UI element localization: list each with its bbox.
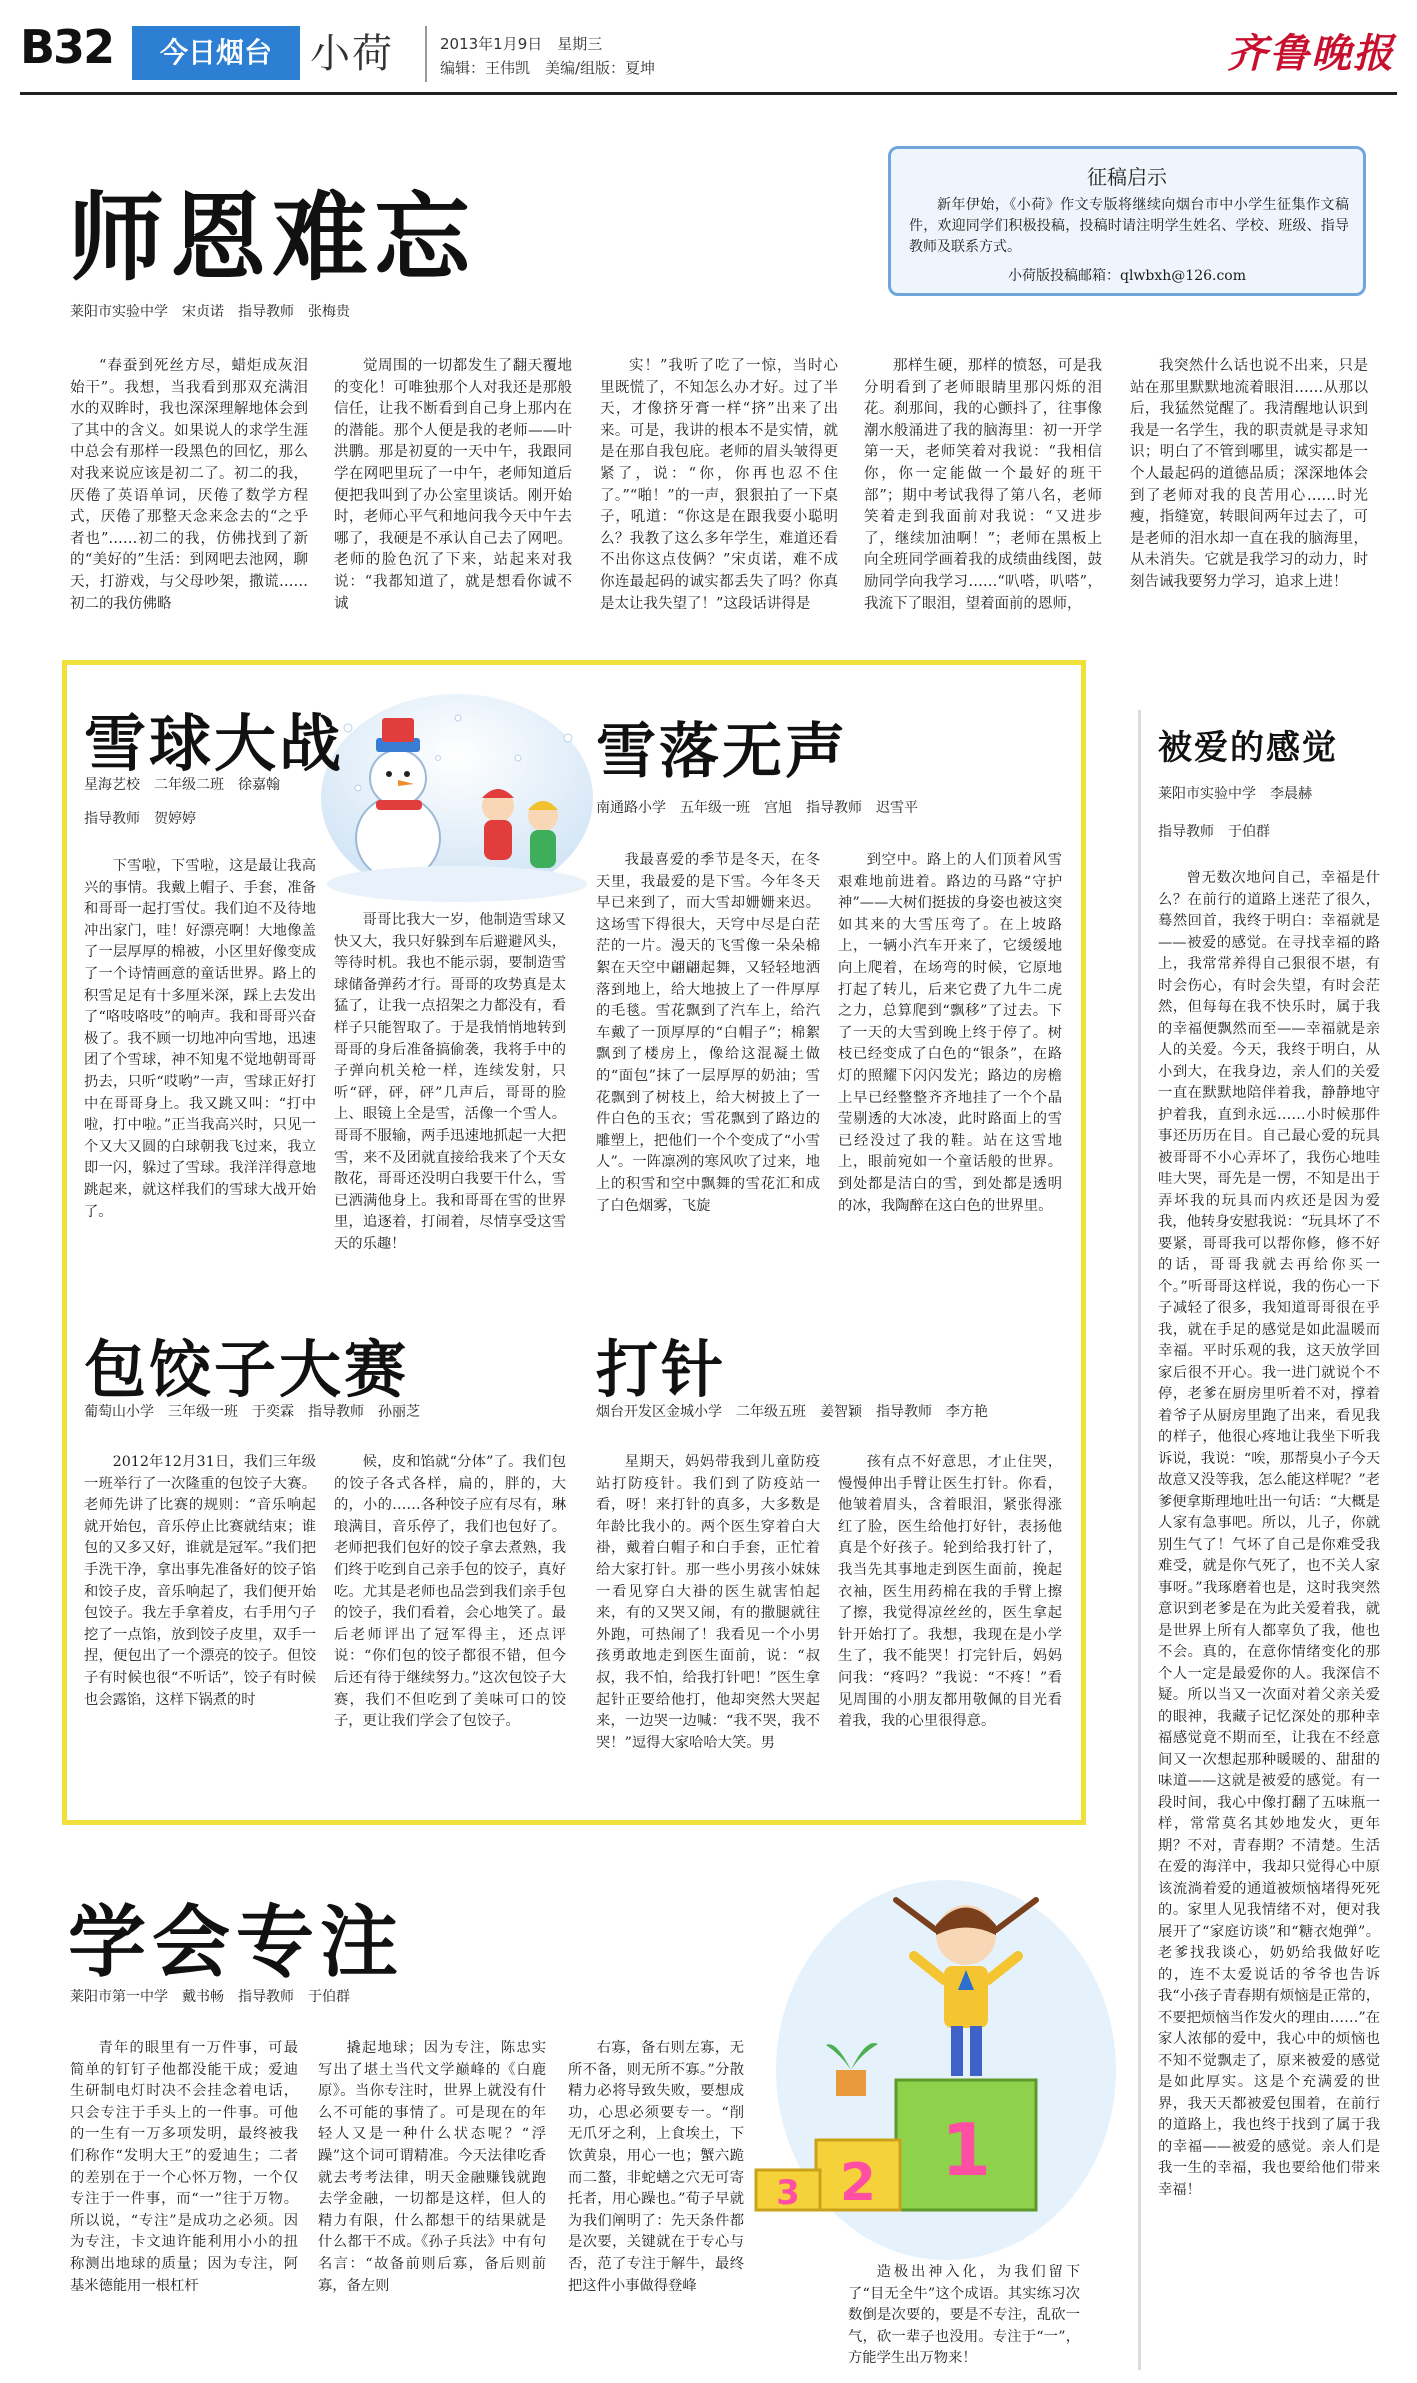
issue-meta — [440, 32, 655, 80]
byline-author: 姜智颖 — [820, 1404, 862, 1420]
section-name: 小荷 — [310, 31, 394, 77]
podium-number-1: 1 — [940, 2108, 992, 2192]
page-header — [0, 0, 1417, 96]
byline-teacher: 贺婷婷 — [154, 811, 196, 827]
byline-author: 徐嘉翰 — [238, 777, 280, 793]
byline-class: 五年级一班 — [680, 800, 750, 816]
notice-email: 小荷版投稿邮箱：qlwbxh@126.com — [1007, 268, 1246, 284]
byline-teacher-label: 指导教师 — [238, 1989, 294, 2005]
byline-author: 宫旭 — [764, 800, 792, 816]
byline-teacher: 张梅贵 — [308, 304, 350, 320]
byline-school: 南通路小学 — [596, 800, 666, 816]
article-headline-xuehui-zhuanzhu: 学会专注 — [68, 1898, 405, 1988]
byline-school: 莱阳市实验中学 — [1158, 786, 1256, 802]
snowman-children-illustration — [318, 688, 596, 906]
article-column: 我突然什么话也说不出来，只是站在那里默默地流着眼泪……从那以后，我猛然觉醒了。我清醒地认识到我是一名学生，我的职责就是寻求知识；明白了不管到哪里，诚实都是一个人最起码的道德品质；深深地体会到了老师对我的良苦用心……时光瘦，指缝宽，转眼间两年过去了，可是老师的泪水却一直在我的脑海里，从未消失。它就是我学习的动力，时刻告诫我要努力学习，追求上进！ — [1130, 358, 1368, 590]
article-headline-xueluo-wusheng: 雪落无声 — [596, 717, 848, 787]
article-column: 孩有点不好意思，才止住哭，慢慢伸出手臂让医生打针。你看，他皱着眉头，含着眼泪，紧张得涨红了脸，医生给他打好针，表扬他真是个好孩子。轮到给我打针了，我当先其事地走到医生面前，挽起衣袖，医生用药棉在我的手臂上擦了擦，我觉得凉丝丝的，医生拿起针开始打了。我想，我现在是小学生了，我不能哭！打完针后，妈妈问我：“疼吗？”我说：“不疼！”看见周围的小朋友都用敬佩的目光看着我，我的心里很得意。 — [838, 1454, 1062, 1730]
notice-body: 新年伊始，《小荷》作文专版将继续向烟台市中小学生征集作文稿件，欢迎同学们积极投稿，投稿时请注明学生姓名、学校、班级、指导教师及联系方式。 — [909, 197, 1349, 255]
article-column: 青年的眼里有一万件事，可最简单的钉钉子他都没能干成；爱迪生研制电灯时决不会挂念着电话，只会专注于手头上的一件事。可他的一生有一万多项发明，最终被我们称作“发明大王”的爱迪生；二者的差别在于一个心怀万物，一个仅专注于一件事，而“一”往于万物。所以说，“专注”是成功之必须。因为专注，卡文迪许能利用小小的扭称测出地球的质量；因为专注，阿基米德能用一根杠杆 — [70, 2040, 298, 2294]
article-column: “春蚕到死丝方尽，蜡炬成灰泪始干”。我想，当我看到那双充满泪水的双眸时，我也深深理解地体会到了其中的含义。如果说人的求学生涯中总会有那样一段黑色的回忆，那么对我来说应该是初二了。初二的我，厌倦了英语单词，厌倦了数学方程式，厌倦了那整天念来念去的“之乎者也”……初二的我，仿佛找到了新的“美好的”生活：到网吧去池网，聊天，打游戏，与父母吵架，撒谎……初二的我仿佛略 — [70, 358, 308, 612]
article-column: 觉周围的一切都发生了翻天覆地的变化！可唯独那个人对我还是那般信任，让我不断看到自己身上那内在的潜能。那个人便是我的老师——叶洪鹏。那是初夏的一天中午，我跟同学在网吧里玩了一中午，老师知道后便把我叫到了办公室里谈话。刚开始时，老师心平气和地问我今天中午去哪了，我硬是不承认自己去了网吧。老师的脸色沉了下来，站起来对我说：“我都知道了，就是想看你诚不诚 — [334, 358, 572, 612]
article-headline-xueqiu-dazhan: 雪球大战 — [84, 707, 345, 780]
issue-date: 2013年1月9日 星期三 — [440, 35, 603, 53]
byline-class: 二年级二班 — [154, 777, 224, 793]
article-column: 哥哥比我大一岁，他制造雪球又快又大，我只好躲到车后避避风头，等待时机。我也不能示弱，要制造雪球储备弹药才行。哥哥的攻势真是太猛了，让我一点招架之力都没有，看样子只能智取了。于是我悄悄地转到哥哥的身后准备搞偷袭，我将手中的子弹向机关枪一样，连续发射，只听“砰，砰，砰”几声后，哥哥的脸上、眼镜上全是雪，活像一个雪人。哥哥不服输，两手迅速地抓起一大把雪，来不及团就直接给我来了个天女散花，哥哥还没明白我要干什么，雪已洒满他身上。我和哥哥在雪的世界里，追逐着，打闹着，尽情享受这雪天的乐趣！ — [334, 912, 566, 1252]
byline-author: 于奕霖 — [252, 1404, 294, 1420]
byline-school: 莱阳市实验中学 — [70, 304, 168, 320]
article-column: 到空中。路上的人们顶着风雪艰难地前进着。路边的马路“守护神”——大树们挺拔的身姿也被这突如其来的大雪压弯了。在上坡路上，一辆小汽车开来了，它缓缓地向上爬着，在场弯的时候，它原地打起了转儿，后来它费了九牛二虎之力，总算爬到“飘移”了过去。下了一天的大雪到晚上终于停了。树枝已经变成了白色的“银条”，在路灯的照耀下闪闪发光；路边的房檐上早已经整整齐齐地挂了一个个晶莹剔透的大冰凌，此时路面上的雪已经没过了我的鞋。站在这雪地上，眼前宛如一个童话般的世界。到处都是洁白的雪，到处都是透明的冰，我陶醉在这白色的世界里。 — [838, 852, 1062, 1214]
byline-teacher: 于伯群 — [308, 1989, 350, 2005]
byline-teacher: 李方艳 — [946, 1404, 988, 1420]
article-column: 下雪啦，下雪啦，这是最让我高兴的事情。我戴上帽子、手套，准备和哥哥一起打雪仗。我们迫不及待地冲出家门，哇！好漂亮啊！大地像盖了一层厚厚的棉被，小区里好像变成了一个诗情画意的童话世界。路上的积雪足足有十多厘米深，踩上去发出了“咯吱咯吱”的响声。我和哥哥兴奋极了。我不顾一切地冲向雪地，迅速团了个雪球，神不知鬼不觉地朝哥哥扔去，只听“哎哟”一声，雪球正好打中在哥哥身上。我又跳又叫：“打中啦，打中啦。”正当我高兴时，只见一个又大又圆的白球朝我飞过来，我立即一闪，躲过了雪球。我洋洋得意地跳起来，就这样我们的雪球大战开始了。 — [84, 858, 316, 1220]
byline-author: 戴书畅 — [182, 1989, 224, 2005]
article-headline-bao-jiaozi-dasai: 包饺子大赛 — [84, 1333, 410, 1406]
article-column: 我最喜爱的季节是冬天，在冬天里，我最爱的是下雪。今年冬天早已来到了，而大雪却姗姗来迟。这场雪下得很大，天穹中尽是白茫茫的一片。漫天的飞雪像一朵朵棉絮在天空中翩翩起舞，又轻轻地洒落到地上，给大地披上了一件厚厚的毛毯。雪花飘到了汽车上，给汽车戴了一顶厚厚的“白帽子”；棉絮飘到了楼房上，像给这混凝土做的“面包”抹了一层厚厚的奶油；雪花飘到了树枝上，给大树披上了一件白色的玉衣；雪花飘到了路边的雕塑上，把他们一个个变成了“小雪人”。一阵凛冽的寒风吹了过来，地上的积雪和空中飘舞的雪花汇和成了白色烟雾，飞旋 — [596, 852, 820, 1214]
article-column: 星期天，妈妈带我到儿童防疫站打防疫针。我们到了防疫站一看，呀！来打针的真多，大多数是年龄比我小的。两个医生穿着白大褂，戴着白帽子和白手套，正忙着给大家打针。那一些小男孩小妹妹一看见穿白大褂的医生就害怕起来，有的又哭又闹，有的撒腿就往外跑，可热闹了！我看见一个小男孩勇敢地走到医生面前，说：“叔叔，我不怕，给我打针吧！”医生拿起针正要给他打，他却突然大哭起来，一边哭一边喊：“我不哭，我不哭！”逗得大家哈哈大笑。男 — [596, 1454, 820, 1751]
header-rule — [20, 92, 1397, 95]
article-byline-teacher — [84, 807, 210, 831]
byline-teacher: 迟雪平 — [876, 800, 918, 816]
page-number: B32 — [20, 20, 114, 74]
newspaper-brand: 齐鲁晚报 — [1227, 30, 1395, 77]
podium-number-3: 3 — [776, 2173, 800, 2213]
article-byline — [596, 796, 932, 820]
article-headline-dazhen: 打针 — [596, 1333, 727, 1406]
editor-credits: 编辑：王伟凯 美编/组版：夏坤 — [440, 59, 656, 77]
article-headline-shien-nanwang: 师恩难忘 — [68, 182, 476, 294]
article-byline — [596, 1400, 1002, 1424]
article-column: 曾无数次地问自己，幸福是什么？在前行的道路上迷茫了很久，蓦然回首，我终于明白：幸福就是——被爱的感觉。在寻找幸福的路上，我常常养得自己狠很不堪，有时会伤心，有时会失望，有时会茫然，但每每在我不快乐时，属于我的幸福便飘然而至——幸福就是亲人的关爱。今天，我终于明白，从小到大，在我身边，亲人们的关爱一直在默默地陪伴着我，静静地守护着我，直到永远……小时候那件事还历历在目。自己最心爱的玩具被哥哥不小心弄坏了，我伤心地哇哇大哭，哥先是一愣，不知是出于弄坏我的玩具而内疚还是因为爱我，他转身安慰我说：“玩具坏了不要紧，哥哥我可以帮你修，修不好的话，哥哥我就去再给你买一个。”听哥哥这样说，我的伤心一下子减轻了很多，我知道哥哥很在乎我，就在手足的感觉是如此温暖而幸福。平时乐观的我，这天放学回家后很不开心。我一进门就说个不停，老爹在厨房里听着不对，撑着着爷子从厨房里跑了出来，看见我的样子，他很心疼地让我坐下听我诉说，我说：“唉，那帮臭小子今天故意又没等我，怎么能这样呢？”老爹便拿斯理地吐出一句话：“大概是人家有急事吧。所以，儿子，你就别生气了！气坏了自己是你难受我难受，就是你气死了，也不关人家事呀。”我琢磨着也是，这时我突然意识到老爹是在为此关爱着我，就是世界上所有人都辜负了我，他也不会。真的，在意你情绪变化的那个人一定是最爱你的人。我深信不疑。所以当又一次面对着父亲关爱的眼神，我藏子记忆深处的那种幸福感觉竟不期而至，让我在不经意间又一次想起那种暖暖的、甜甜的味道——这就是被爱的感觉。有一段时间，我心中像打翻了五味瓶一样，常常莫名其妙地发火，更年期？不对，青春期？不清楚。生活在爱的海洋中，我却只觉得心中原该流淌着爱的通道被烦恼堵得死死的。家里人见我情绪不对，便对我展开了“家庭访谈”和“糖衣炮弹”。老爹找我谈心，奶奶给我做好吃的，连不太爱说话的爷爷也告诉我“小孩子青春期有烦恼是正常的，不要把烦恼当作发火的理由……”在家人浓郁的爱中，我心中的烦恼也不知不觉飘走了，原来被爱的感觉是如此厚实。这是个充满爱的世界，我天天都被爱包围着，在前行的道路上，我也终于找到了属于我的幸福——被爱的感觉。亲人们是我一生的幸福，我也要给他们带来幸福！ — [1158, 870, 1380, 2198]
article-column: 2012年12月31日，我们三年级一班举行了一次隆重的包饺子大赛。老师先讲了比赛的规则：“音乐响起就开始包，音乐停止比赛就结束；谁包的又多又好，谁就是冠军。”我们把手洗干净，拿出事先准备好的饺子馅和饺子皮，音乐响起了，我们便开始包饺子。我左手拿着皮，右手用勺子挖了一点馅，放到饺子皮里，双手一捏，便包出了一个漂亮的饺子。但饺子有时候也很“不听话”，饺子有时候也会露馅，这样下锅煮的时 — [84, 1454, 316, 1708]
byline-teacher-label: 指导教师 — [238, 304, 294, 320]
article-byline — [70, 1985, 364, 2009]
byline-teacher-label: 指导教师 — [308, 1404, 364, 1420]
byline-teacher: 孙丽芝 — [378, 1404, 420, 1420]
byline-teacher-label: 指导教师 — [1158, 824, 1214, 840]
article-byline — [84, 773, 294, 797]
byline-school: 莱阳市第一中学 — [70, 1989, 168, 2005]
podium-number-2: 2 — [839, 2153, 877, 2213]
article-column: 候，皮和馅就“分体”了。我们包的饺子各式各样，扁的，胖的，大的，小的……各种饺子应有尽有，琳琅满目，音乐停了，我们也包好了。老师把我们包好的饺子拿去煮熟，我们终于吃到自己亲手包的饺子，真好吃。尤其是老师也品尝到我们亲手包的饺子，我们看着，会心地笑了。最后老师评出了冠军得主，还点评说：“你们包的饺子都很不错，但今后还有待于继续努力。”这次包饺子大赛，我们不但吃到了美味可口的饺子，更让我们学会了包饺子。 — [334, 1454, 566, 1730]
child-green-coat — [528, 801, 558, 868]
byline-teacher: 于伯群 — [1228, 824, 1270, 840]
byline-school: 星海艺校 — [84, 777, 140, 793]
city-badge: 今日烟台 — [132, 26, 300, 80]
article-headline-beiai-de-ganjue: 被爱的感觉 — [1158, 728, 1338, 768]
byline-teacher-label: 指导教师 — [806, 800, 862, 816]
article-byline — [1158, 782, 1326, 806]
article-byline — [84, 1400, 434, 1424]
byline-teacher-label: 指导教师 — [84, 811, 140, 827]
byline-author: 宋贞诺 — [182, 304, 224, 320]
article-column: 右寡，备右则左寡，无所不备，则无所不寡。”分散精力必将导致失败，要想成功，心思必须要专一。“削无爪牙之利，上食埃土，下饮黄泉，用心一也；蟹六跪而二螯，非蛇蟮之穴无可寄托者，用心躁也。”荀子早就为我们阐明了：先天条件都是次要，关键就在于专心与否，范了专注于解牛，最终把这件小事做得登峰 — [568, 2040, 744, 2294]
byline-author: 李晨赫 — [1270, 786, 1312, 802]
article-byline — [70, 300, 364, 324]
article-column: 那样生硬，那样的愤怒，可是我分明看到了老师眼睛里那闪烁的泪花。刹那间，我的心颤抖了，往事像潮水般涌进了我的脑海里：初一开学第一天，老师笑着对我说：“我相信你，你一定能做一个最好的班干部”；期中考试我得了第八名，老师笑着走到我面前对我说：“又进步了，继续加油啊！”；老师在黑板上向全班同学画着我的成绩曲线图，鼓励同学向我学习……“叭嗒，叭嗒”，我流下了眼泪，望着面前的恩师， — [864, 358, 1102, 612]
byline-school: 葡萄山小学 — [84, 1404, 154, 1420]
girl-on-podium-illustration — [746, 1840, 1126, 2270]
sidebar-rule — [1138, 710, 1141, 2370]
submission-notice-box — [888, 146, 1366, 296]
article-column: 实！”我听了吃了一惊，当时心里既慌了，不知怎么办才好。过了半天，才像挤牙膏一样“挤”出来了出来。可是，我讲的根本不是实情，就是在那自我包庇。老师的眉头皱得更紧了，说：“你，你再也忍不住了。”“啪！”的一声，狠狠拍了一下桌子，吼道：“你这是在跟我耍小聪明么？我教了这么多年学生，难道还看不出你这点伎俩？”宋贞诺，难不成你连最起码的诚实都丢失了吗？你真是太让我失望了！”这段话讲得是 — [600, 358, 838, 612]
article-byline-teacher — [1158, 820, 1284, 844]
byline-school: 烟台开发区金城小学 — [596, 1404, 722, 1420]
header-divider — [425, 26, 427, 82]
byline-teacher-label: 指导教师 — [876, 1404, 932, 1420]
child-red-coat — [482, 789, 514, 860]
article-column: 撬起地球；因为专注，陈忠实写出了堪土当代文学巅峰的《白鹿原》。当你专注时，世界上就没有什么不可能的事情了。可是现在的年轻人又是一种什么状态呢？“浮躁”这个词可谓精准。今天法律吃香就去考考法律，明天金融赚钱就跑去学金融，一切都是这样，但人的精力有限，什么都想干的结果就是什么都干不成。《孙子兵法》中有句名言：“故备前则后寡，备后则前寡，备左则 — [318, 2040, 546, 2294]
snow-ground — [327, 866, 587, 902]
article-column: 造极出神入化，为我们留下了“目无全牛”这个成语。其实练习次数倒是次要的，要是不专注，乱砍一气，砍一辈子也没用。专注于“一”，方能学生出万物来！ — [848, 2264, 1080, 2367]
byline-class: 二年级五班 — [736, 1404, 806, 1420]
notice-title: 征稿启示 — [1087, 165, 1167, 189]
byline-class: 三年级一班 — [168, 1404, 238, 1420]
